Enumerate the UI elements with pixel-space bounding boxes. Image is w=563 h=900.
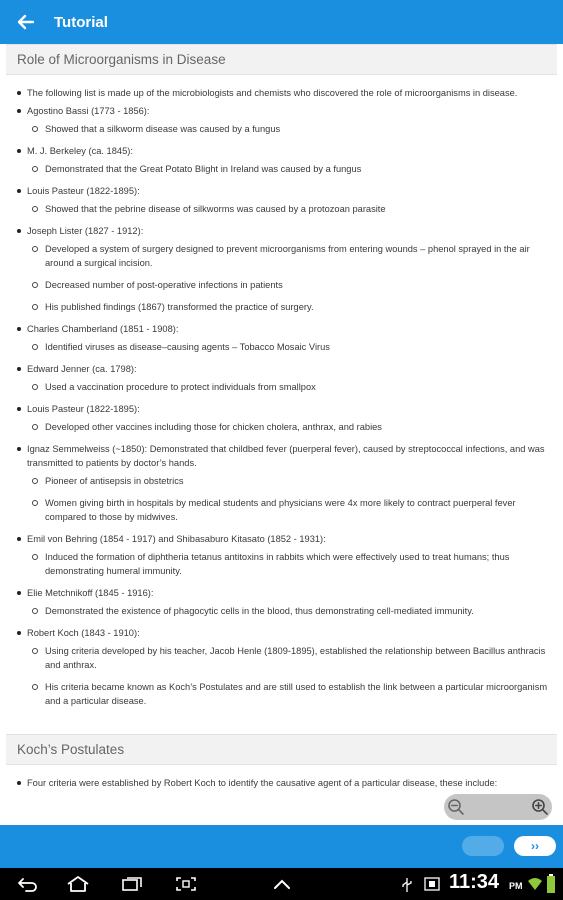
clock-time: 11:34 [449, 871, 500, 893]
home-icon [65, 875, 91, 893]
list-item: The following list is made up of the microbiologists and chemists who discovered the role of microorganisms in disease. [14, 86, 549, 100]
list-item: Identified viruses as disease–causing agents – Tobacco Mosaic Virus [14, 340, 549, 354]
usb-icon [401, 877, 413, 893]
zoom-control [444, 794, 552, 820]
list-item: Used a vaccination procedure to protect individuals from smallpox [14, 380, 549, 394]
download-notification-icon [424, 877, 440, 891]
list-item: Using criteria developed by his teacher, Jacob Henle (1809-1895), established the relationship between Bacillus anthracis and anthrax. [14, 644, 549, 672]
list-item: Agostino Bassi (1773 - 1856): [14, 104, 549, 118]
clock-ampm: PM [509, 881, 523, 891]
recents-nav-button[interactable] [118, 874, 146, 894]
list-item: Robert Koch (1843 - 1910): [14, 626, 549, 640]
section-body [0, 765, 563, 790]
list-item: Showed that a silkworm disease was caused by a fungus [14, 122, 549, 136]
list-item: Louis Pasteur (1822-1895): [14, 402, 549, 416]
list-item: Louis Pasteur (1822-1895): [14, 184, 549, 198]
list-item: Edward Jenner (ca. 1798): [14, 362, 549, 376]
list-item: Demonstrated that the Great Potato Blight in Ireland was caused by a fungus [14, 162, 549, 176]
battery-icon [546, 874, 556, 894]
section-heading: Role of Microorganisms in Disease [6, 44, 557, 75]
page-title: Tutorial [54, 13, 108, 31]
back-nav-button[interactable] [14, 874, 42, 894]
recent-apps-icon [120, 876, 144, 892]
section-spacer [0, 716, 563, 734]
screenshot-button[interactable] [172, 874, 200, 894]
screenshot-icon [175, 876, 197, 892]
arrow-left-icon [17, 13, 35, 31]
list-item: Ignaz Semmelweiss (~1850): Demonstrated that childbed fever (puerperal fever), caused by streptococcal infections, and was transmitted to patients by doctor’s hands. [14, 442, 549, 470]
list-item: Developed a system of surgery designed to prevent microorganisms from entering wounds – phenol sprayed in the air around a surgical incision. [14, 242, 549, 270]
section-heading: Koch’s Postulates [6, 734, 557, 765]
list-item: Showed that the pebrine disease of silkworms was caused by a protozoan parasite [14, 202, 549, 216]
back-nav-icon [16, 876, 40, 892]
tutorial-content[interactable] [0, 44, 563, 825]
list-item: Emil von Behring (1854 - 1917) and Shibasaburo Kitasato (1852 - 1931): [14, 532, 549, 546]
list-item: His criteria became known as Koch’s Postulates and are still used to establish the link between a particular microorganism and a particular disease. [14, 680, 549, 708]
back-button[interactable] [4, 0, 48, 44]
app-bar [0, 0, 563, 44]
chevron-up-icon [271, 877, 293, 891]
system-bar [0, 868, 563, 900]
previous-button[interactable] [462, 836, 504, 856]
list-item: Joseph Lister (1827 - 1912): [14, 224, 549, 238]
zoom-out-button[interactable] [444, 795, 468, 819]
list-item: M. J. Berkeley (ca. 1845): [14, 144, 549, 158]
list-item: Decreased number of post-operative infections in patients [14, 278, 549, 292]
zoom-in-icon [531, 798, 549, 816]
zoom-out-icon [447, 798, 465, 816]
list-item: Four criteria were established by Robert Koch to identify the causative agent of a particular disease, these include: [14, 776, 549, 790]
list-item: Demonstrated the existence of phagocytic cells in the blood, thus demonstrating cell-mediated immunity. [14, 604, 549, 618]
next-button[interactable]: ›› [514, 836, 556, 856]
list-item: Charles Chamberland (1851 - 1908): [14, 322, 549, 336]
list-item: Women giving birth in hospitals by medical students and physicians were 4x more likely to contract puerperal fever compared to those by midwives. [14, 496, 549, 524]
menu-up-button[interactable] [268, 874, 296, 894]
bottom-nav-bar [0, 825, 563, 868]
wifi-icon [527, 876, 543, 892]
list-item: Pioneer of antisepsis in obstetrics [14, 474, 549, 488]
list-item: His published findings (1867) transformed the practice of surgery. [14, 300, 549, 314]
home-nav-button[interactable] [64, 874, 92, 894]
list-item: Induced the formation of diphtheria tetanus antitoxins in rabbits which were effectively used to treat humans; thus demonstrating humeral immunity. [14, 550, 549, 578]
section-body [0, 75, 563, 708]
list-item: Developed other vaccines including those for chicken cholera, anthrax, and rabies [14, 420, 549, 434]
zoom-in-button[interactable] [528, 795, 552, 819]
list-item: Elie Metchnikoff (1845 - 1916): [14, 586, 549, 600]
